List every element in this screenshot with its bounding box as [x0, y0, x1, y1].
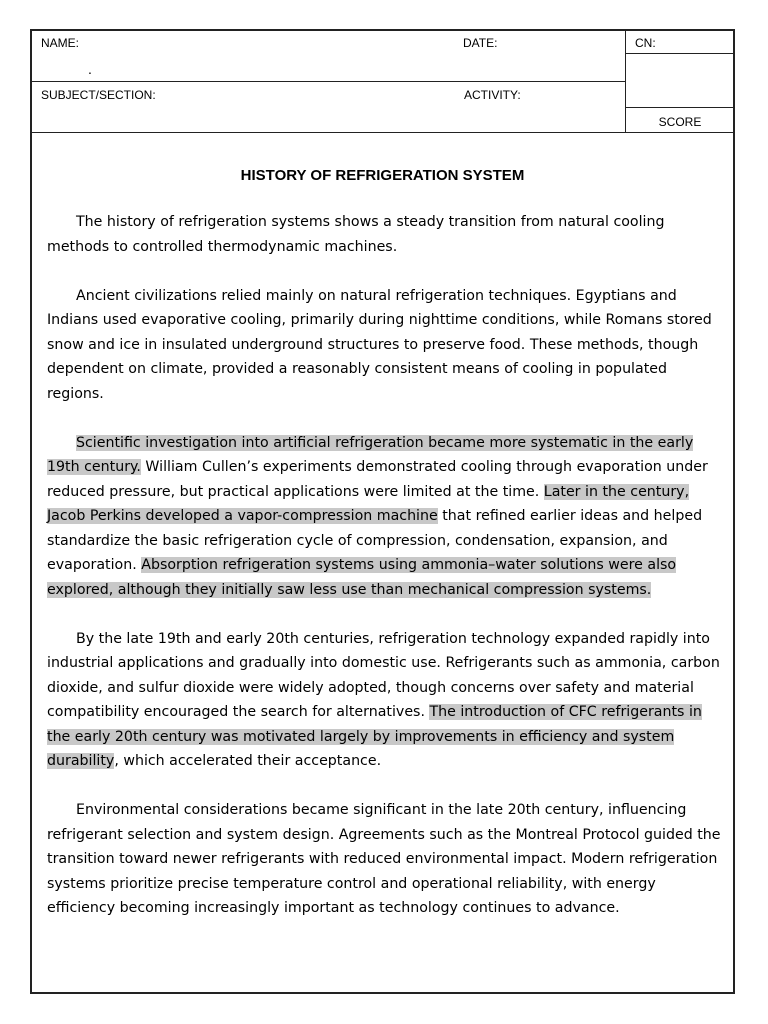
paragraph-1: The history of refrigeration systems shows a steady transition from natural cooling methods to controlled thermodynamic machines. — [47, 214, 665, 255]
score-label: SCORE — [658, 115, 702, 129]
name-value[interactable]: . — [88, 61, 92, 77]
paragraph-5: Environmental considerations became significant in the late 20th century, influencing refrigerant selection and system design. Agreements such as the Montreal Protocol guided the transition toward newer refrigerants with reduced environmental impact. Modern refrigeration systems prioritize precise temperature control and operational reliability, with energy efficiency becoming increasingly important as technology continues to advance. — [47, 802, 721, 916]
highlighted-text: Absorption refrigeration systems using ammonia–water solutions were also explored, although they initially saw less use than mechanical compression systems. — [47, 557, 677, 598]
header-divider-row2 — [31, 132, 734, 133]
paragraph-text: that refined earlier ideas and helped standardize the basic refrigeration cycle of compression, condensation, expansion, and evaporation. — [47, 508, 703, 573]
paragraph-text: , which accelerated their acceptance. — [114, 753, 382, 769]
date-label: DATE: — [463, 36, 498, 50]
paragraph-4 — [47, 627, 723, 774]
highlighted-text: Later in the century, Jacob Perkins developed a vapor-compression machine — [47, 483, 690, 524]
cn-box-top — [625, 53, 734, 54]
cn-box-right — [733, 53, 734, 108]
document-title: HISTORY OF REFRIGERATION SYSTEM — [240, 167, 525, 184]
cn-label: CN: — [635, 36, 656, 50]
paragraph-2: Ancient civilizations relied mainly on natural refrigeration techniques. Egyptians and Indians used evaporative cooling, primarily during nighttime conditions, while Romans stored snow and ice in insulated underground structures to preserve food. These methods, though dependent on climate, provided a reasonably consistent means of cooling in populated regions. — [47, 287, 712, 402]
highlighted-text: Scientific investigation into artificial refrigeration became more systematic in the early 19th century. — [47, 434, 694, 475]
document-body — [47, 210, 723, 945]
name-label: NAME: — [41, 36, 80, 50]
score-box-top — [625, 107, 734, 108]
activity-label: ACTIVITY: — [464, 88, 521, 102]
highlighted-text: The introduction of CFC refrigerants in the early 20th century was motivated largely by improvements in efficiency and system durability — [47, 704, 702, 769]
header-divider-row1 — [31, 81, 625, 82]
paragraph-text: By the late 19th and early 20th centuries, refrigeration technology expanded rapidly into industrial applications and gradually into domestic use. Refrigerants such as ammonia, carbon dioxide, and sulfur dioxide were widely adopted, though concerns over safety and material compatibility encouraged the search for alternatives. — [47, 630, 720, 720]
paragraph-text: William Cullen’s experiments demonstrated cooling through evaporation under reduced pressure, but practical applications were limited at the time. — [47, 459, 708, 500]
subject-section-label: SUBJECT/SECTION: — [41, 88, 156, 102]
paragraph-3 — [47, 431, 723, 603]
